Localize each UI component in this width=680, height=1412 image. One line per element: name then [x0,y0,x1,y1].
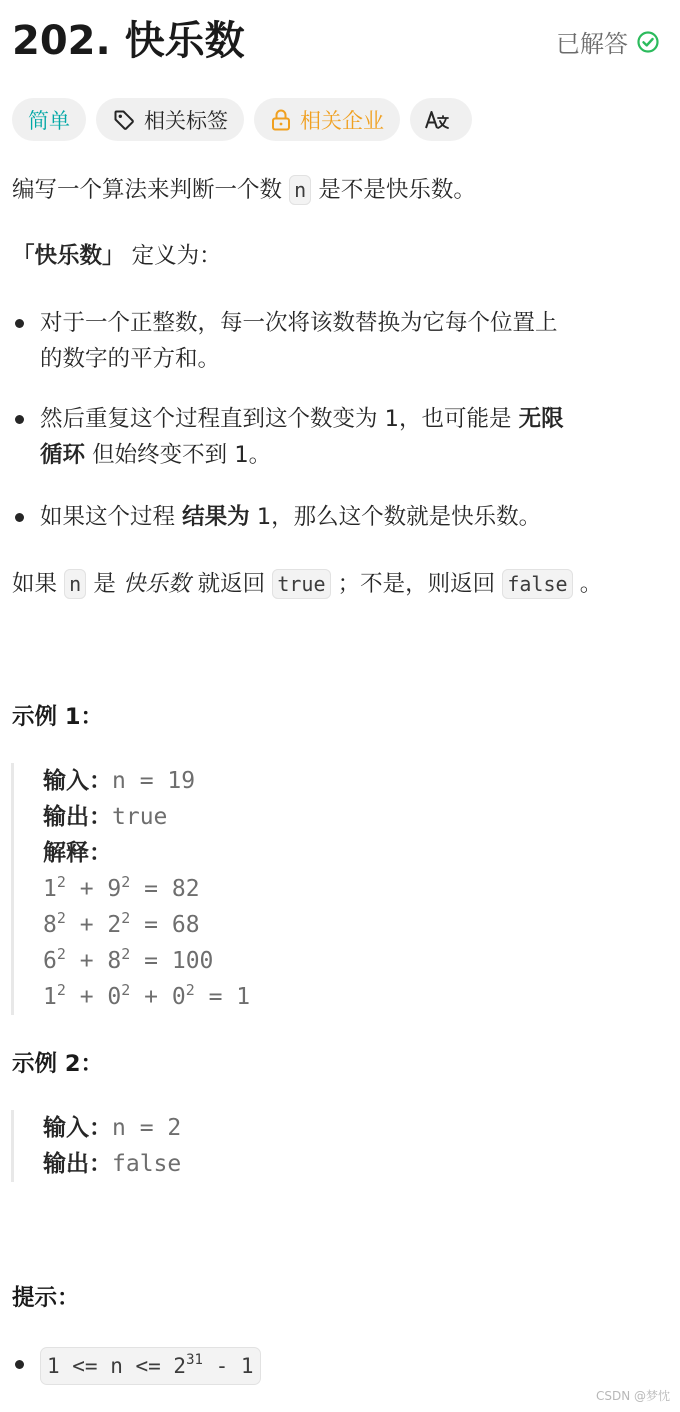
output-value: true [112,804,168,830]
inline-code-true: true [272,569,330,599]
topics-label: 相关标签 [144,108,228,133]
tag-icon [112,108,136,132]
bullet2-text: 然后重复这个过程直到这个数变为 1，也可能是 [40,406,519,432]
problem-intro [12,172,476,208]
constraints-title: 提示： [12,1285,80,1311]
intro-text: 编写一个算法来判断一个数 [12,177,290,203]
bullet3-bold: 结果为 [182,504,250,530]
list-item [40,305,558,377]
happy-number-term: 「快乐数」 [12,243,125,269]
input-label: 输入： [43,1115,112,1141]
difficulty-tag[interactable] [12,98,86,141]
bullet-dot [15,319,24,328]
bullet2-bold-loop: 循环 [40,442,86,468]
lock-icon [270,108,292,132]
bullet1-line2: 的数字的平方和。 [40,346,221,372]
translate-button[interactable] [410,98,472,141]
output-value: false [112,1151,182,1177]
return-description [12,566,602,602]
explanation-line: $6^2 + 8^2 = 100$ [43,945,214,974]
definition-line [12,238,222,274]
watermark: CSDN @梦忱 [595,1389,670,1403]
list-item [40,499,541,535]
intro-text-end: 是不是快乐数。 [311,177,476,203]
solved-status [556,24,660,59]
bullet3-text: 如果这个过程 [40,504,183,530]
check-circle-icon [636,30,660,54]
inline-code-false: false [502,569,572,599]
companies-label: 相关企业 [300,108,384,133]
return-text: 就返回 [190,571,273,597]
difficulty-label: 简单 [28,108,70,133]
bullet-dot [15,513,24,522]
explanation-line: $1^2 + 9^2 = 82$ [43,873,200,902]
explanation-line: $8^2 + 2^2 = 68$ [43,909,200,938]
output-label: 输出： [43,1151,112,1177]
happy-number-italic: 快乐数 [123,571,191,597]
return-text: ；不是，则返回 [330,571,503,597]
companies-tag-button[interactable] [254,98,400,141]
bullet-dot [15,1360,24,1369]
return-text: 如果 [12,571,65,597]
tag-bar [12,98,472,141]
example1-title: 示例 1： [12,704,103,730]
translate-icon [424,108,450,132]
inline-code-n: n [289,175,311,205]
explanation-label: 解释： [43,840,112,866]
example2-title: 示例 2： [12,1051,103,1077]
input-value: n = 2 [112,1115,182,1141]
constraint-code: $1 <= n <= 2^{31} - 1$ [40,1347,261,1385]
bullet-dot [15,415,24,424]
bullet2-text-end: 但始终变不到 1。 [85,442,272,468]
explanation-line: $1^2 + 0^2 + 0^2 = 1$ [43,981,251,1010]
bullet1-line1: 对于一个正整数，每一次将该数替换为它每个位置上 [40,310,558,336]
solved-label: 已解答 [556,30,628,58]
bullet2-bold-infinite: 无限 [518,406,564,432]
bullet3-text-end: 1，那么这个数就是快乐数。 [249,504,542,530]
definition-text: 定义为： [124,243,222,269]
return-text: 。 [572,571,603,597]
input-value: n = 19 [112,768,196,794]
input-label: 输入： [43,768,112,794]
list-item [40,401,564,473]
example1-block [11,763,250,1015]
example2-block [11,1110,181,1182]
inline-code-n: n [64,569,86,599]
topics-tag-button[interactable] [96,98,244,141]
problem-title: 202. 快乐数 [12,18,245,64]
output-label: 输出： [43,804,112,830]
return-text: 是 [86,571,124,597]
